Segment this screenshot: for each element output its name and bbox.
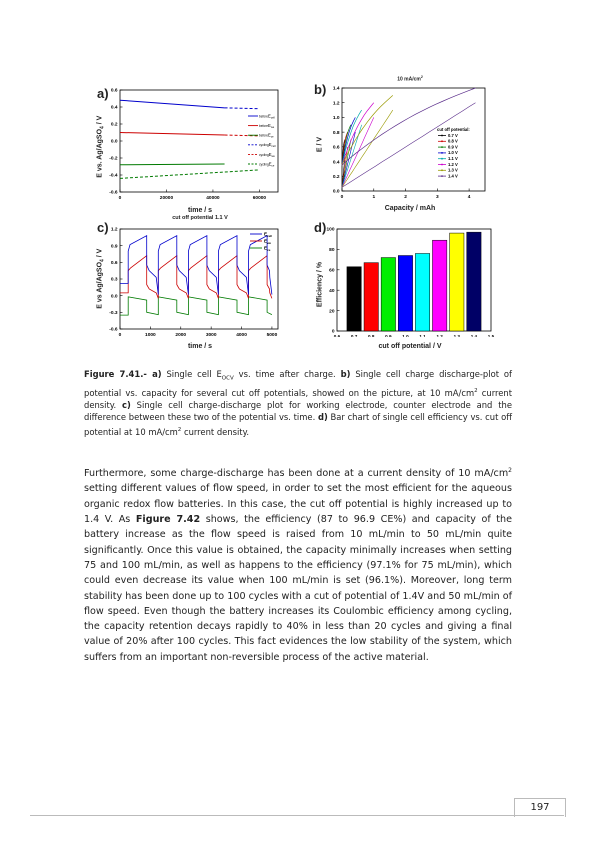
chart-a-y-tick-label: -0.2: [109, 156, 118, 162]
chart-b-legend-marker: [441, 146, 443, 148]
chart-d-y-tick-label: 20: [329, 309, 335, 315]
chart-a-x-tick-label: 20000: [159, 196, 174, 200]
chart-c-x-tick-label: 1000: [145, 333, 156, 337]
chart-a-legend-label: beforeE$_{ce}$: [259, 132, 274, 139]
page-number: 197: [514, 798, 566, 817]
chart-a-y-tick-label: 0.6: [110, 88, 118, 94]
chart-d-x-tick-label: 0.9: [385, 334, 392, 337]
chart-a-x-tick-label: 40000: [206, 196, 220, 200]
chart-c-series-cell: [120, 236, 272, 295]
chart-d-x-tick-label: 1.5: [487, 334, 495, 337]
chart-b-y-tick-label: 1.0: [332, 116, 340, 122]
chart-d-bar: [432, 240, 446, 331]
chart-a: [108, 85, 288, 200]
chart-a-legend-label: cyclingE$_{cell}$: [259, 142, 276, 149]
chart-d: [325, 222, 495, 337]
chart-a-legend-label: beforeE$_{we}$: [259, 123, 275, 129]
chart-b-legend-label: 1.2 V: [448, 161, 458, 167]
chart-c-y-tick-label: 0.9: [110, 244, 118, 250]
chart-d-x-tick-label: 0.8: [368, 334, 375, 337]
chart-b-y-tick-label: 0.4: [332, 160, 340, 166]
chart-c-y-tick-label: 0.3: [110, 277, 118, 283]
chart-b-y-tick-label: 0.8: [332, 130, 340, 136]
panel-b-ylabel: E / V: [316, 136, 324, 153]
body-paragraph: Furthermore, some charge-discharge has been done at a current density of 10 $mA/cm^2$ setting different values of flow speed, in order to set the most efficient for the aqueous organic redox flow batteries. In this case, the cut off potential is highly increased up to 1.4 V. As Figure 7.42 shows, the efficiency (87 to 96.9 CE%) and capacity of the battery increase as the flow speed is raised from 10 mL/min to 50 mL/min quite significantly. Once this value is obtained, the capacity minimally increases when setting 75 and 100 mL/min, as well as happens to the efficiency (97.1% for 75 mL/min), which could even decrease its value when 100 mL/min is set (96.1%). Moreover, long term stability has been done up to 100 cycles with a cut of potential of 1.4V and 50 mL/min of flow speed. Even though the battery increases its Coulombic efficiency among cycling, the capacity retention decays rapidly to 40% in less than 20 cycles and giving a final value of 20% after 100 cycles. This fact evidences the low stability of the system, which suffers from an important non-reversible process of the active material.: [84, 467, 512, 663]
chart-a-legend-label: cyclingE$_{ce}$: [259, 161, 275, 168]
chart-b-x-tick-label: 4: [467, 195, 471, 200]
chart-c-y-tick-label: -0.3: [109, 311, 118, 317]
chart-b-legend-label: 1.4 V: [448, 173, 458, 179]
panel-c-xlabel: time / s: [187, 343, 213, 350]
chart-c-plot-frame: [120, 229, 278, 329]
panel-b-label: b): [314, 82, 327, 97]
chart-a-plot-frame: [120, 90, 278, 192]
footer-rule: [30, 815, 564, 816]
chart-a-legend-label: beforeE$_{cell}$: [259, 113, 275, 120]
panel-a-label: a): [97, 86, 109, 101]
chart-b: [330, 85, 490, 200]
chart-d-y-tick-label: 0: [331, 329, 335, 335]
chart-c-x-tick-label: 3000: [205, 333, 217, 337]
chart-b-x-tick-label: 2: [404, 195, 407, 200]
chart-c-y-tick-label: -0.6: [109, 327, 118, 333]
panel-b-title: 10 $mA/cm^2$: [397, 75, 423, 83]
chart-c-series-ce: [120, 297, 272, 315]
chart-d-bar: [398, 256, 412, 331]
chart-c: [108, 222, 288, 337]
chart-d-bar: [467, 232, 481, 331]
chart-d-bar: [450, 233, 464, 331]
chart-c-x-tick-label: 5000: [266, 333, 278, 337]
chart-d-x-tick-label: 1.3: [453, 334, 460, 337]
chart-a-y-tick-label: 0.0: [110, 139, 118, 145]
panel-c-label: c): [97, 220, 109, 235]
chart-a-y-tick-label: -0.4: [109, 173, 118, 179]
chart-d-bar: [381, 258, 395, 331]
chart-c-x-tick-label: 4000: [236, 333, 247, 337]
chart-b-legend-label: 0.7 V: [448, 132, 458, 138]
chart-c-y-tick-label: 1.2: [110, 227, 118, 233]
chart-d-bar: [415, 253, 429, 331]
chart-a-series-line: [120, 100, 225, 108]
chart-d-x-tick-label: 1.0: [402, 334, 409, 337]
chart-d-y-tick-label: 60: [329, 268, 335, 274]
chart-b-legend-title: cut off potential:: [437, 127, 470, 132]
panel-c-ylabel: E vs Ag/AgSO$_4$ / V: [96, 248, 106, 309]
chart-c-legend-label: $E_{cell}$: [264, 231, 273, 238]
chart-d-y-tick-label: 40: [329, 288, 335, 294]
chart-c-y-tick-label: 0.0: [110, 294, 118, 300]
chart-b-legend-marker: [441, 158, 443, 160]
chart-b-y-tick-label: 0.0: [332, 189, 340, 195]
chart-b-legend-marker: [441, 169, 443, 171]
chart-d-y-tick-label: 100: [326, 227, 335, 233]
chart-a-y-tick-label: 0.2: [110, 122, 118, 128]
chart-b-legend-label: 1.1 V: [448, 156, 458, 161]
chart-b-x-tick-label: 1: [372, 195, 376, 200]
figure-caption: Figure 7.41.- a) Single cell $E_{OCV}$ vs. time after charge. b) Single cell charge discharge-plot of potential vs. capacity for several cut off potentials, showed on the picture, at 10 $mA/cm^2$ current density. c) Single cell charge-discharge plot for working electrode, counter electrode and the difference between these two of the potential vs. time. d) Bar chart of single cell efficiency vs. cut off potential at 10 $mA/cm^2$ current density.: [84, 369, 513, 437]
chart-d-y-tick-label: 80: [329, 248, 335, 254]
panel-b-xlabel: Capacity / mAh: [384, 205, 436, 212]
chart-d-x-tick-label: 1.4: [470, 334, 478, 337]
chart-a-legend-label: cyclingE$_{we}$: [259, 151, 275, 158]
chart-b-x-tick-label: 3: [435, 195, 439, 200]
chart-b-legend-marker: [441, 175, 443, 177]
chart-a-series-line: [120, 170, 259, 179]
chart-c-legend-label: $E_{we}$: [264, 238, 272, 245]
chart-c-x-tick-label: 0: [118, 333, 122, 337]
chart-c-y-tick-label: 0.6: [110, 261, 118, 267]
chart-b-y-tick-label: 0.6: [332, 145, 340, 151]
chart-b-legend-marker: [441, 152, 443, 154]
chart-b-legend-marker: [441, 164, 443, 166]
chart-a-x-tick-label: 60000: [252, 196, 267, 200]
chart-c-series-we: [120, 256, 272, 299]
chart-d-bar: [347, 267, 361, 331]
panel-c-title: cut off potential 1.1 V: [172, 215, 228, 221]
chart-d-x-tick-label: 1.1: [419, 334, 426, 337]
chart-b-legend-marker: [441, 135, 443, 137]
chart-a-y-tick-label: -0.6: [109, 190, 118, 196]
figure-reference: Figure 7.42: [135, 514, 201, 526]
chart-a-y-tick-label: 0.4: [110, 105, 118, 111]
chart-b-legend-label: 0.8 V: [448, 138, 458, 144]
chart-a-x-tick-label: 0: [118, 196, 122, 200]
chart-d-x-tick-label: 0.6: [333, 334, 341, 337]
chart-b-legend-label: 1.3 V: [448, 167, 458, 173]
chart-d-x-tick-label: 0.7: [350, 334, 358, 337]
chart-b-y-tick-label: 1.4: [332, 86, 340, 92]
chart-a-series-line: [120, 133, 225, 136]
chart-b-legend-label: 0.9 V: [448, 144, 458, 150]
chart-b-y-tick-label: 1.2: [332, 101, 340, 107]
panel-d-label: d): [314, 220, 327, 235]
chart-a-series-line: [120, 164, 225, 165]
panel-d-xlabel: cut off potential / V: [378, 343, 442, 350]
chart-c-x-tick-label: 2000: [175, 333, 187, 337]
panel-a-xlabel: time / s: [187, 207, 213, 214]
chart-c-legend-label: $E_{ce}$: [264, 245, 271, 252]
chart-d-x-tick-label: 1.2: [436, 334, 443, 337]
panel-d-ylabel: Efficiency / %: [316, 261, 324, 308]
chart-b-legend-label: 1.0 V: [448, 150, 458, 156]
chart-a-series-line: [225, 108, 260, 109]
chart-d-bar: [364, 263, 378, 331]
chart-b-x-tick-label: 0: [340, 195, 344, 200]
panel-a-ylabel: E vs. Ag/AgSO$_4$ / V: [96, 115, 106, 178]
chart-b-legend-marker: [441, 140, 443, 142]
chart-b-y-tick-label: 0.2: [332, 174, 340, 180]
